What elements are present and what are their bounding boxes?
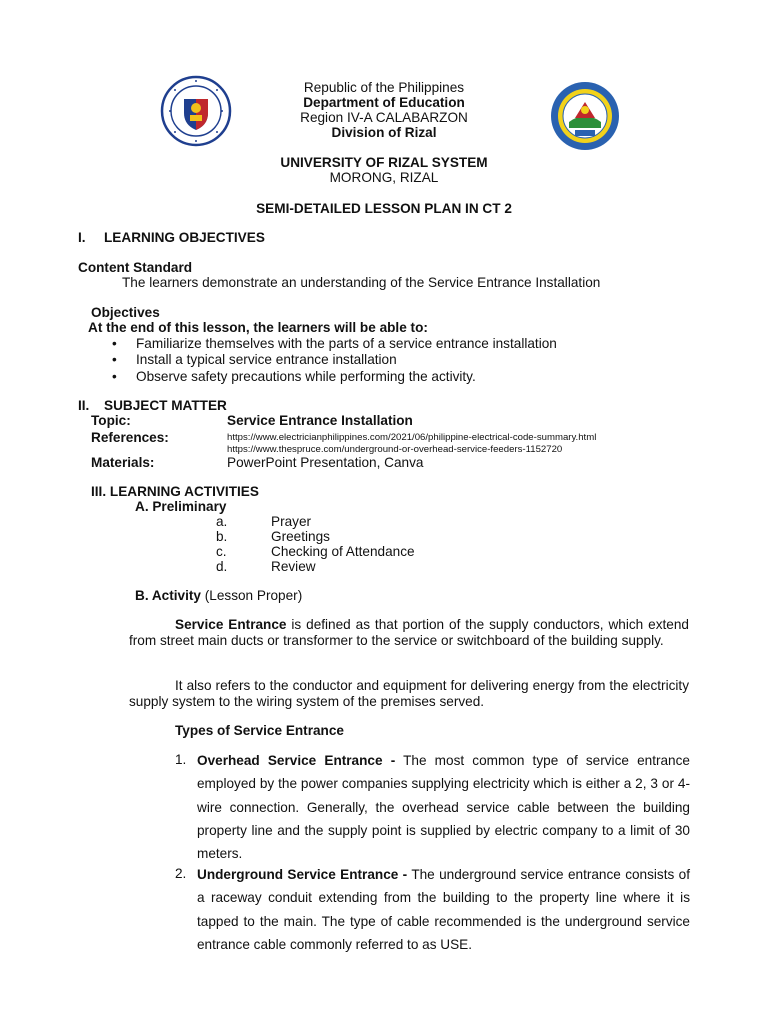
type-item: [197, 749, 690, 865]
type-number: 1.: [175, 752, 187, 767]
preliminary-letter: a.: [216, 514, 228, 529]
preliminary-letter: b.: [216, 529, 228, 544]
header-department: Department of Education: [303, 95, 465, 110]
type-description: The most common type of service entrance employed by the power companies supplying electricity which is either a 2, 3 or 4-wire connection. Generally, the overhead service cable between the building property line and the supply point is supplied by electric company to a limit of 30 meters.: [197, 753, 690, 862]
section2-heading: SUBJECT MATTER: [104, 398, 227, 413]
header-university: UNIVERSITY OF RIZAL SYSTEM: [280, 155, 488, 170]
service-entrance-definition: is defined as that portion of the supply conductors, which extend from street main ducts or transformer to the service or switchboard of the building supply.: [129, 617, 689, 648]
reference-link-2[interactable]: https://www.thespruce.com/underground-or-overhead-service-feeders-1152720: [227, 444, 563, 455]
reference-link-1[interactable]: https://www.electricianphilippines.com/2021/06/philippine-electrical-code-summary.html: [227, 432, 597, 443]
materials-value: PowerPoint Presentation, Canva: [227, 455, 424, 470]
service-entrance-term: Service Entrance: [175, 617, 287, 632]
content-standard-text: The learners demonstrate an understanding of the Service Entrance Installation: [122, 275, 601, 290]
objectives-intro: At the end of this lesson, the learners will be able to:: [88, 320, 428, 335]
service-entrance-paragraph: [129, 617, 689, 649]
type-number: 2.: [175, 866, 187, 881]
preliminary-text: Prayer: [271, 514, 312, 529]
objective-text: Familiarize themselves with the parts of a service entrance installation: [136, 336, 557, 351]
header-republic: Republic of the Philippines: [303, 80, 465, 95]
header-location: MORONG, RIZAL: [329, 170, 439, 185]
service-entrance-paragraph-2: It also refers to the conductor and equipment for delivering energy from the electricity supply system to the wiring system of the premises served.: [129, 678, 689, 709]
section2-number: II.: [78, 398, 90, 413]
section1-heading: LEARNING OBJECTIVES: [104, 230, 265, 245]
header-region: Region IV-A CALABARZON: [300, 110, 468, 125]
types-heading: Types of Service Entrance: [175, 723, 344, 738]
materials-label: Materials:: [91, 455, 155, 470]
preliminary-text: Checking of Attendance: [271, 544, 415, 559]
bullet-icon: •: [112, 336, 117, 351]
header-division: Division of Rizal: [331, 125, 437, 140]
activity-suffix: (Lesson Proper): [200, 588, 303, 603]
content-standard-label: Content Standard: [78, 260, 193, 275]
document-title: SEMI-DETAILED LESSON PLAN IN CT 2: [256, 201, 512, 216]
type-item: [197, 863, 690, 956]
preliminary-letter: c.: [216, 544, 227, 559]
section3-heading: III. LEARNING ACTIVITIES: [91, 484, 259, 499]
section1-number: I.: [78, 230, 86, 245]
type-term: Underground Service Entrance -: [197, 867, 408, 882]
preliminary-text: Review: [271, 559, 316, 574]
objective-text: Install a typical service entrance installation: [136, 352, 397, 367]
type-term: Overhead Service Entrance -: [197, 753, 396, 768]
type-description: The underground service entrance consists of a raceway conduit extending from the building to the property line where it is tapped to the main. The type of cable recommended is the underground service entrance cable commonly referred to as USE.: [197, 867, 690, 952]
topic-value: Service Entrance Installation: [227, 413, 413, 428]
objectives-label: Objectives: [91, 305, 160, 320]
preliminary-text: Greetings: [271, 529, 330, 544]
objective-text: Observe safety precautions while performing the activity.: [136, 369, 476, 384]
bullet-icon: •: [112, 369, 117, 384]
preliminary-letter: d.: [216, 559, 228, 574]
topic-label: Topic:: [91, 413, 131, 428]
activity-line: [135, 588, 302, 603]
preliminary-label: A. Preliminary: [135, 499, 227, 514]
activity-label: B. Activity: [135, 588, 201, 603]
references-label: References:: [91, 430, 169, 445]
bullet-icon: •: [112, 352, 117, 367]
